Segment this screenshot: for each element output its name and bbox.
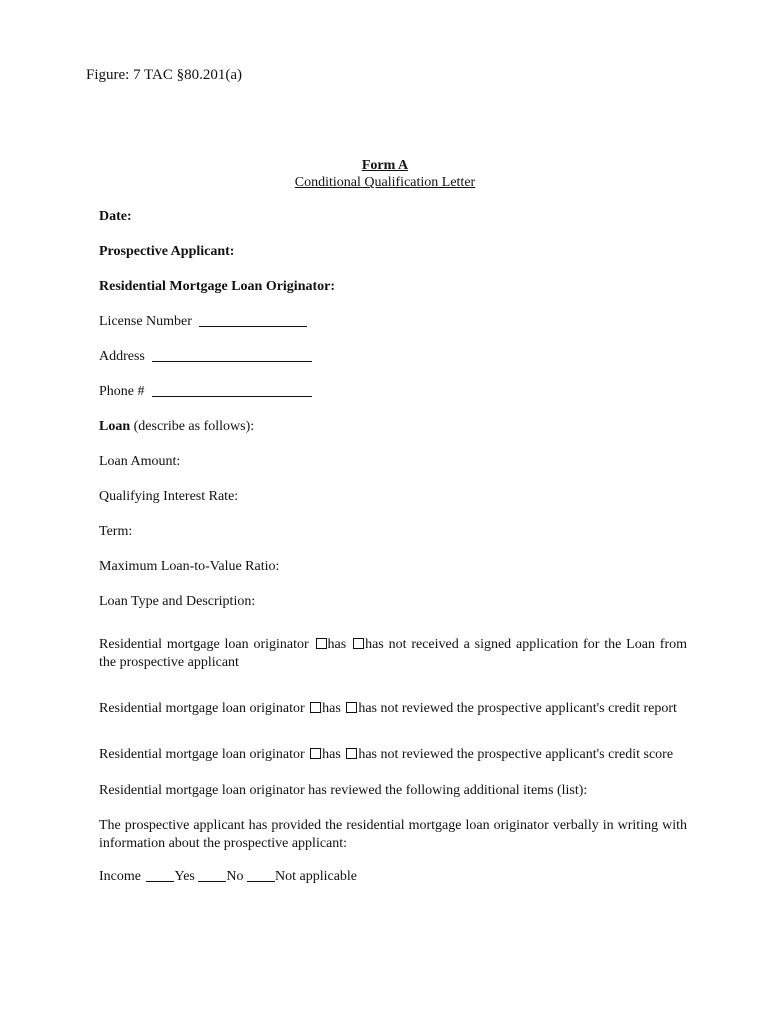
loan-heading-rest: (describe as follows): (130, 419, 255, 434)
term-label: Term: (99, 524, 133, 539)
checkbox-has-not-credit-report[interactable] (346, 702, 357, 713)
checkbox-has-not-credit-score[interactable] (346, 748, 357, 759)
option-has-not-label: has not (358, 747, 399, 762)
statement-text: reviewed the prospective applicant's credit report (398, 701, 677, 716)
option-has-not-label: has not (365, 637, 407, 652)
loan-heading (99, 418, 254, 436)
income-na-blank[interactable] (247, 868, 275, 882)
address-blank[interactable] (152, 348, 312, 362)
statement-prefix: Residential mortgage loan originator (99, 747, 305, 762)
loan-type-label: Loan Type and Description: (99, 594, 256, 609)
income-label: Income (99, 869, 141, 884)
option-has-label: has (322, 701, 341, 716)
license-number-field (99, 313, 307, 331)
license-number-label: License Number (99, 314, 192, 329)
form-subtitle: Conditional Qualification Letter (294, 175, 476, 190)
option-has-label: has (322, 747, 341, 762)
statement-credit-score (99, 746, 673, 764)
statement-verbal-information: The prospective applicant has provided the residential mortgage loan originator verbally in writing with information about the prospective applicant: (99, 818, 687, 851)
ltv-label: Maximum Loan-to-Value Ratio: (99, 559, 280, 574)
form-title: Form A (361, 158, 409, 173)
phone-field (99, 383, 312, 401)
figure-reference: Figure: 7 TAC §80.201(a) (86, 67, 243, 83)
statement-signed-application (99, 636, 687, 672)
phone-blank[interactable] (152, 383, 312, 397)
checkbox-has-signed-application[interactable] (316, 638, 327, 649)
prospective-applicant-label: Prospective Applicant: (99, 244, 235, 259)
checkbox-has-credit-score[interactable] (310, 748, 321, 759)
income-yes-blank[interactable] (146, 868, 174, 882)
address-label: Address (99, 349, 145, 364)
statement-text: received a signed application for the Loan from the prospective applicant (99, 637, 687, 670)
checkbox-has-not-signed-application[interactable] (353, 638, 364, 649)
loan-amount-label: Loan Amount: (99, 454, 181, 469)
date-label: Date: (99, 209, 132, 224)
option-has-label: has (327, 637, 347, 652)
income-no-blank[interactable] (198, 868, 226, 882)
statement-text: reviewed the prospective applicant's credit score (398, 747, 674, 762)
income-no-label: No (226, 869, 244, 884)
interest-rate-label: Qualifying Interest Rate: (99, 489, 239, 504)
phone-label: Phone # (99, 384, 145, 399)
statement-additional-items: Residential mortgage loan originator has reviewed the following additional items (list): (99, 783, 588, 798)
statement-prefix: Residential mortgage loan originator (99, 701, 305, 716)
statement-credit-report (99, 700, 677, 718)
license-number-blank[interactable] (199, 313, 307, 327)
checkbox-has-credit-report[interactable] (310, 702, 321, 713)
income-row (99, 868, 357, 886)
option-has-not-label: has not (358, 701, 399, 716)
income-yes-label: Yes (174, 869, 195, 884)
income-na-label: Not applicable (274, 869, 358, 884)
originator-label: Residential Mortgage Loan Originator: (99, 279, 336, 294)
statement-prefix: Residential mortgage loan originator (99, 637, 309, 652)
address-field (99, 348, 312, 366)
loan-heading-bold: Loan (99, 419, 131, 434)
